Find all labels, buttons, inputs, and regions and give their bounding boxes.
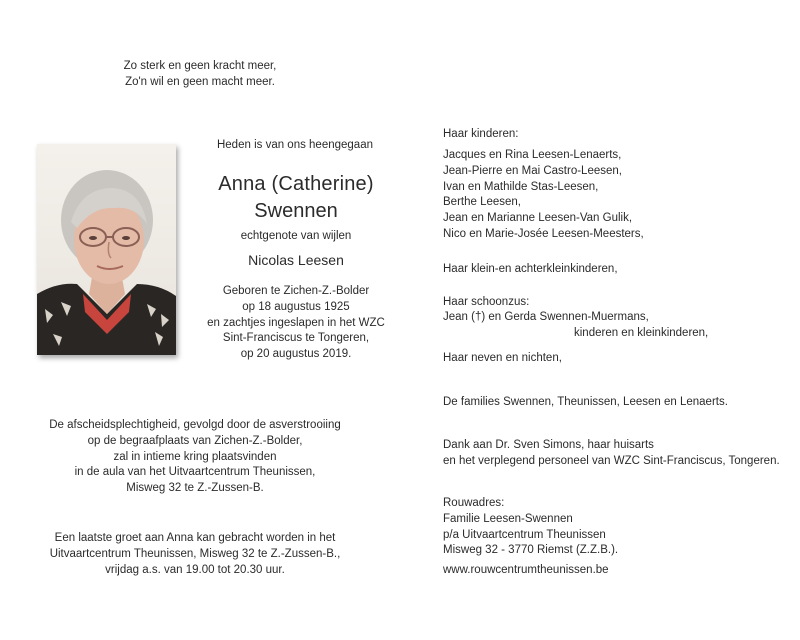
website-link[interactable]: www.rouwcentrumtheunissen.be xyxy=(443,564,609,576)
birth-death-details xyxy=(176,284,416,363)
greeting-line: vrijdag a.s. van 19.00 tot 20.30 uur. xyxy=(105,563,285,576)
detail-line: op 20 augustus 2019. xyxy=(240,348,352,361)
poem-line: Zo sterk en geen kracht meer, xyxy=(123,60,277,72)
greeting-line: Uitvaartcentrum Theunissen, Misweg 32 te Z.-Zussen-B., xyxy=(49,547,341,560)
spouse-name: Nicolas Leesen xyxy=(248,252,344,268)
intro-text: Heden is van ons heengegaan xyxy=(216,139,373,151)
greeting-line: Een laatste groet aan Anna kan gebracht worden in het xyxy=(54,532,336,544)
sister-in-law-label: Haar schoonzus: xyxy=(443,296,530,308)
address-line: Rouwadres: xyxy=(443,497,505,509)
detail-line: op 18 augustus 1925 xyxy=(242,300,350,313)
farewell-greeting-info xyxy=(40,531,350,578)
list-item: Jacques en Rina Leesen-Lenaerts, xyxy=(443,149,622,161)
list-item: Jean-Pierre en Mai Castro-Leesen, xyxy=(443,164,622,177)
list-item: Jean en Marianne Leesen-Van Gulik, xyxy=(443,212,633,225)
list-item: Berthe Leesen, xyxy=(443,196,522,209)
portrait-photo xyxy=(37,144,176,355)
ceremony-line: in de aula van het Uitvaartcentrum Theunissen, xyxy=(74,466,316,479)
list-item: Jean (†) en Gerda Swennen-Muermans, xyxy=(443,311,649,323)
ceremony-line: Misweg 32 te Z.-Zussen-B. xyxy=(126,482,264,495)
children-list xyxy=(443,148,783,243)
children-label: Haar kinderen: xyxy=(443,128,519,140)
thanks-line: en het verplegend personeel van WZC Sint-Franciscus, Tongeren. xyxy=(443,454,780,467)
portrait-image xyxy=(37,144,176,355)
list-item: kinderen en kleinkinderen, xyxy=(574,326,709,339)
list-item: Nico en Marie-Josée Leesen-Meesters, xyxy=(443,227,644,240)
poem-line: Zo'n wil en geen macht meer. xyxy=(125,75,275,88)
ceremony-line: De afscheidsplechtigheid, gevolgd door de asverstrooiing xyxy=(49,419,341,431)
cousins-line: Haar neven en nichten, xyxy=(443,352,562,364)
address-line: Familie Leesen-Swennen xyxy=(443,512,573,525)
deceased-name-line2: Swennen xyxy=(254,200,338,222)
mourning-address xyxy=(443,496,783,559)
deceased-name-line1: Anna (Catherine) xyxy=(218,173,374,195)
address-line: Misweg 32 - 3770 Riemst (Z.Z.B.). xyxy=(443,544,619,557)
detail-line: Geboren te Zichen-Z.-Bolder xyxy=(222,285,370,297)
thanks-line: Dank aan Dr. Sven Simons, haar huisarts xyxy=(443,439,654,451)
ceremony-line: zal in intieme kring plaatsvinden xyxy=(113,450,277,463)
sister-in-law-list xyxy=(443,310,783,342)
ceremony-info xyxy=(40,418,350,497)
spouse-intro: echtgenote van wijlen xyxy=(240,230,352,242)
grandchildren-line: Haar klein-en achterkleinkinderen, xyxy=(443,263,618,275)
detail-line: Sint-Franciscus te Tongeren, xyxy=(222,332,370,345)
thanks-text xyxy=(443,438,783,470)
detail-line: en zachtjes ingeslapen in het WZC xyxy=(207,316,385,329)
families-line: De families Swennen, Theunissen, Leesen en Lenaerts. xyxy=(443,396,728,408)
address-line: p/a Uitvaartcentrum Theunissen xyxy=(443,528,606,541)
poem xyxy=(100,59,300,91)
list-item: Ivan en Mathilde Stas-Leesen, xyxy=(443,180,599,193)
ceremony-line: op de begraafplaats van Zichen-Z.-Bolder, xyxy=(87,434,303,447)
